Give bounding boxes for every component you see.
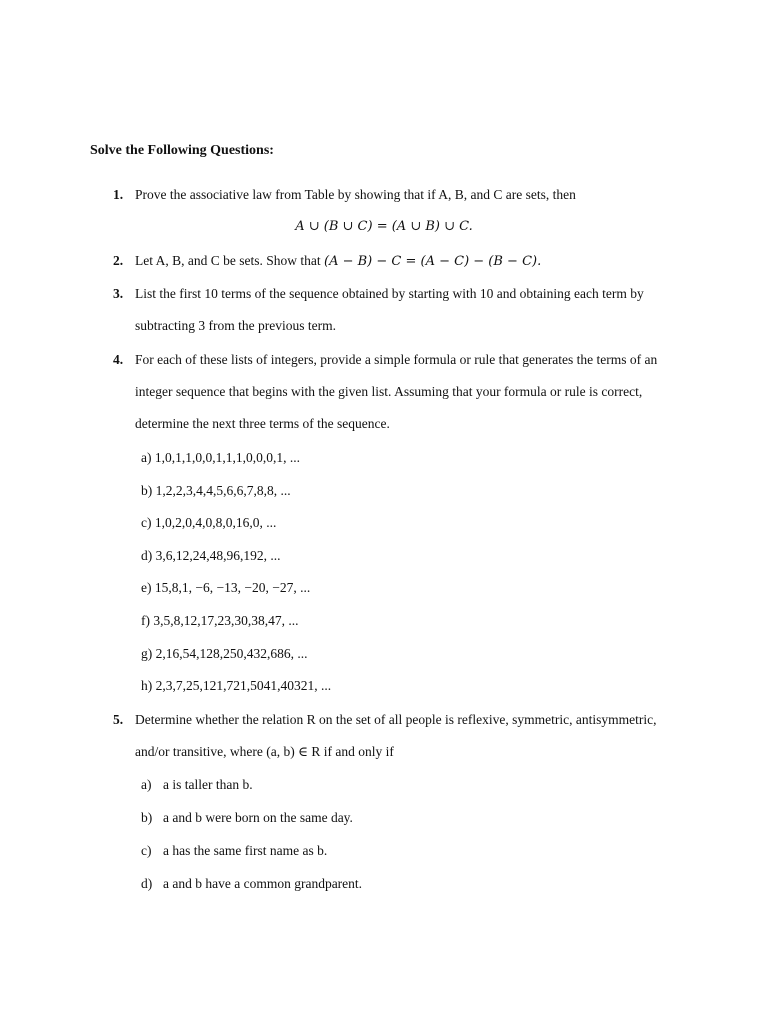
q5-line-2: and/or transitive, where (a, b) ∈ R if and only if bbox=[135, 744, 394, 759]
page-heading: Solve the Following Questions: bbox=[90, 143, 274, 158]
q5-number: 5. bbox=[113, 712, 124, 727]
q4-item-e: e) 15,8,1, −6, −13, −20, −27, ... bbox=[141, 580, 311, 595]
q5-item-d-text: a and b have a common grandparent. bbox=[163, 876, 363, 891]
q5-item-b-label: b) bbox=[141, 810, 153, 825]
q4-line-2: integer sequence that begins with the given list. Assuming that your formula or rule is correct, bbox=[135, 384, 643, 399]
q4-item-f: f) 3,5,8,12,17,23,30,38,47, ... bbox=[141, 613, 299, 628]
q1-number: 1. bbox=[113, 187, 124, 202]
q5-item-d-label: d) bbox=[141, 876, 153, 891]
q4-item-b: b) 1,2,2,3,4,4,5,6,6,7,8,8, ... bbox=[141, 483, 291, 498]
q1-text: Prove the associative law from Table by showing that if A, B, and C are sets, then bbox=[135, 187, 576, 202]
q4-item-a: a) 1,0,1,1,0,0,1,1,1,0,0,0,1, ... bbox=[141, 450, 300, 465]
q4-item-h: h) 2,3,7,25,121,721,5041,40321, ... bbox=[141, 678, 332, 693]
q2-text: Let A, B, and C be sets. Show that bbox=[135, 253, 321, 268]
q2-number: 2. bbox=[113, 253, 124, 268]
q5-item-c-label: c) bbox=[141, 843, 152, 858]
q4-item-d: d) 3,6,12,24,48,96,192, ... bbox=[141, 548, 281, 563]
q5-item-a-text: a is taller than b. bbox=[163, 777, 253, 792]
q5-item-b-text: a and b were born on the same day. bbox=[163, 810, 353, 825]
q2-line bbox=[135, 253, 541, 269]
q4-item-c: c) 1,0,2,0,4,0,8,0,16,0, ... bbox=[141, 515, 277, 530]
q3-line-1: List the first 10 terms of the sequence obtained by starting with 10 and obtaining each term by bbox=[135, 286, 644, 301]
q5-item-c-text: a has the same first name as b. bbox=[163, 843, 328, 858]
q4-line-1: For each of these lists of integers, provide a simple formula or rule that generates the terms of an bbox=[135, 352, 658, 367]
q2-equation: (A − B) − C = (A − C) − (B − C). bbox=[324, 254, 542, 269]
q4-number: 4. bbox=[113, 352, 124, 367]
q4-item-g: g) 2,16,54,128,250,432,686, ... bbox=[141, 646, 308, 661]
q3-number: 3. bbox=[113, 286, 124, 301]
q3-line-2: subtracting 3 from the previous term. bbox=[135, 318, 336, 333]
q4-line-3: determine the next three terms of the sequence. bbox=[135, 416, 390, 431]
q5-line-1: Determine whether the relation R on the set of all people is reflexive, symmetric, antisymmetric, bbox=[135, 712, 657, 727]
q1-equation: A ∪ (B ∪ C) = (A ∪ B) ∪ C. bbox=[295, 219, 473, 234]
q5-item-a-label: a) bbox=[141, 777, 152, 792]
